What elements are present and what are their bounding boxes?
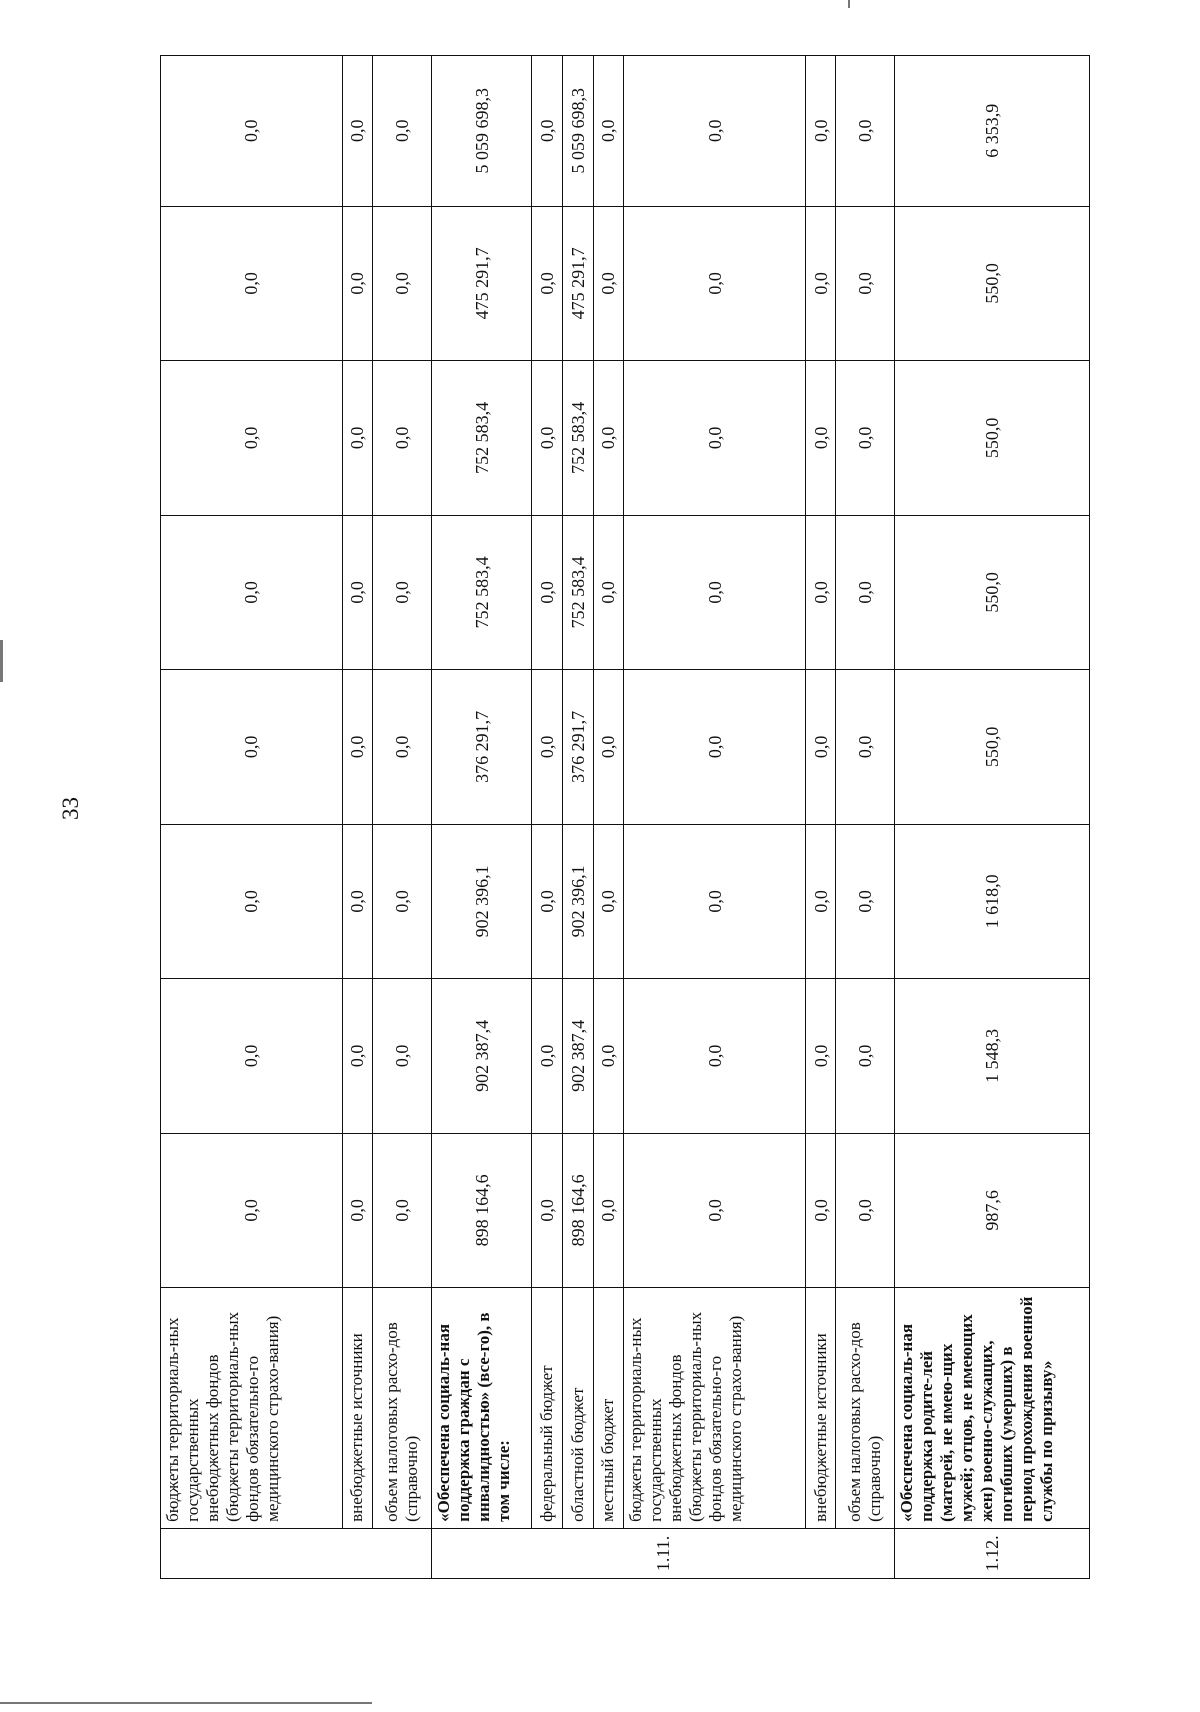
value-cell: 0,0 bbox=[342, 979, 373, 1134]
table-row bbox=[895, 56, 1090, 1579]
row-label: объем налоговых расхо-дов (справочно) bbox=[373, 1288, 432, 1529]
value-cell: 0,0 bbox=[836, 670, 895, 825]
value-cell: 376 291,7 bbox=[562, 670, 593, 825]
value-cell: 0,0 bbox=[161, 979, 343, 1134]
value-cell: 475 291,7 bbox=[562, 206, 593, 361]
value-cell: 0,0 bbox=[805, 824, 836, 979]
table-row bbox=[532, 56, 563, 1579]
row-label: бюджеты территориаль-ных государственных внебюджетных фондов (бюджеты территориаль-ных фондов обязательно-го медицинского страхо-вания) bbox=[624, 1288, 806, 1529]
value-cell: 0,0 bbox=[342, 206, 373, 361]
value-cell: 0,0 bbox=[373, 206, 432, 361]
value-cell: 0,0 bbox=[161, 56, 343, 207]
value-cell: 0,0 bbox=[532, 515, 563, 670]
row-label: внебюджетные источники bbox=[805, 1288, 836, 1529]
value-cell: 0,0 bbox=[624, 515, 806, 670]
value-cell: 898 164,6 bbox=[562, 1133, 593, 1288]
value-cell: 0,0 bbox=[805, 670, 836, 825]
value-cell: 0,0 bbox=[836, 206, 895, 361]
value-cell: 0,0 bbox=[342, 1133, 373, 1288]
value-cell: 0,0 bbox=[161, 206, 343, 361]
value-cell: 752 583,4 bbox=[562, 515, 593, 670]
table-row bbox=[562, 56, 593, 1579]
value-cell: 0,0 bbox=[593, 206, 624, 361]
value-cell: 0,0 bbox=[373, 56, 432, 207]
value-cell: 0,0 bbox=[532, 361, 563, 516]
value-cell: 0,0 bbox=[624, 206, 806, 361]
value-cell: 0,0 bbox=[342, 361, 373, 516]
value-cell: 0,0 bbox=[161, 361, 343, 516]
value-cell: 0,0 bbox=[532, 979, 563, 1134]
value-cell: 0,0 bbox=[836, 824, 895, 979]
value-cell: 0,0 bbox=[593, 979, 624, 1134]
value-cell: 0,0 bbox=[532, 1133, 563, 1288]
value-cell: 550,0 bbox=[895, 670, 1090, 825]
value-cell: 0,0 bbox=[836, 1133, 895, 1288]
value-cell: 0,0 bbox=[342, 56, 373, 207]
row-number-cell: 1.12. bbox=[895, 1528, 1090, 1578]
value-cell: 0,0 bbox=[624, 361, 806, 516]
value-cell: 0,0 bbox=[161, 670, 343, 825]
row-label: бюджеты территориаль-ных государственных внебюджетных фондов (бюджеты территориаль-ных фондов обязательно-го медицинского страхо-вания) bbox=[161, 1288, 343, 1529]
value-cell: 0,0 bbox=[373, 1133, 432, 1288]
value-cell: 0,0 bbox=[593, 670, 624, 825]
value-cell: 0,0 bbox=[805, 206, 836, 361]
page-number: 33 bbox=[58, 797, 83, 820]
value-cell: 5 059 698,3 bbox=[562, 56, 593, 207]
value-cell: 0,0 bbox=[532, 206, 563, 361]
row-label: федеральный бюджет bbox=[532, 1288, 563, 1529]
value-cell: 0,0 bbox=[624, 1133, 806, 1288]
value-cell: 0,0 bbox=[373, 670, 432, 825]
value-cell: 0,0 bbox=[593, 515, 624, 670]
row-label: «Обеспечена социаль-ная поддержка родите-лей (матерей, не имею-щих мужей; отцов, не имеющих жен) военно-служащих, погибших (умерших) в период прохождения военной службы по призыву» bbox=[895, 1288, 1090, 1529]
value-cell: 752 583,4 bbox=[432, 361, 532, 516]
table-row bbox=[836, 56, 895, 1579]
value-cell: 1 618,0 bbox=[895, 824, 1090, 979]
row-label: объем налоговых расхо-дов (справочно) bbox=[836, 1288, 895, 1529]
value-cell: 5 059 698,3 bbox=[432, 56, 532, 207]
value-cell: 0,0 bbox=[805, 1133, 836, 1288]
value-cell: 0,0 bbox=[836, 56, 895, 207]
table-row bbox=[373, 56, 432, 1579]
value-cell: 0,0 bbox=[624, 670, 806, 825]
value-cell: 0,0 bbox=[342, 670, 373, 825]
value-cell: 0,0 bbox=[593, 56, 624, 207]
table-row bbox=[342, 56, 373, 1579]
value-cell: 0,0 bbox=[161, 824, 343, 979]
value-cell: 0,0 bbox=[836, 361, 895, 516]
table-row bbox=[624, 56, 806, 1579]
value-cell: 0,0 bbox=[373, 361, 432, 516]
value-cell: 0,0 bbox=[373, 824, 432, 979]
value-cell: 0,0 bbox=[342, 515, 373, 670]
value-cell: 0,0 bbox=[161, 1133, 343, 1288]
value-cell: 0,0 bbox=[805, 56, 836, 207]
value-cell: 0,0 bbox=[532, 56, 563, 207]
table-row bbox=[432, 56, 532, 1579]
value-cell: 752 583,4 bbox=[432, 515, 532, 670]
value-cell: 0,0 bbox=[532, 824, 563, 979]
budget-table bbox=[160, 55, 1090, 1579]
table-row bbox=[593, 56, 624, 1579]
value-cell: 0,0 bbox=[836, 515, 895, 670]
value-cell: 898 164,6 bbox=[432, 1133, 532, 1288]
value-cell: 902 387,4 bbox=[432, 979, 532, 1134]
table-body bbox=[161, 56, 1090, 1579]
value-cell: 902 396,1 bbox=[562, 824, 593, 979]
value-cell: 475 291,7 bbox=[432, 206, 532, 361]
value-cell: 0,0 bbox=[161, 515, 343, 670]
value-cell: 0,0 bbox=[373, 515, 432, 670]
row-number-cell bbox=[161, 1528, 432, 1578]
rotated-table-wrapper bbox=[160, 55, 1090, 1579]
value-cell: 0,0 bbox=[624, 979, 806, 1134]
row-label: внебюджетные источники bbox=[342, 1288, 373, 1529]
row-label: областной бюджет bbox=[562, 1288, 593, 1529]
value-cell: 0,0 bbox=[373, 979, 432, 1134]
row-label: местный бюджет bbox=[593, 1288, 624, 1529]
value-cell: 0,0 bbox=[532, 670, 563, 825]
value-cell: 0,0 bbox=[836, 979, 895, 1134]
row-label: «Обеспечена социаль-ная поддержка граждан с инвалидностью» (все-го), в том числе: bbox=[432, 1288, 532, 1529]
value-cell: 0,0 bbox=[593, 824, 624, 979]
row-number-cell: 1.11. bbox=[432, 1528, 895, 1578]
value-cell: 0,0 bbox=[593, 361, 624, 516]
value-cell: 987,6 bbox=[895, 1133, 1090, 1288]
value-cell: 902 396,1 bbox=[432, 824, 532, 979]
value-cell: 0,0 bbox=[624, 56, 806, 207]
value-cell: 550,0 bbox=[895, 515, 1090, 670]
value-cell: 902 387,4 bbox=[562, 979, 593, 1134]
value-cell: 550,0 bbox=[895, 206, 1090, 361]
value-cell: 0,0 bbox=[805, 361, 836, 516]
table-row bbox=[161, 56, 343, 1579]
value-cell: 1 548,3 bbox=[895, 979, 1090, 1134]
value-cell: 0,0 bbox=[805, 979, 836, 1134]
value-cell: 376 291,7 bbox=[432, 670, 532, 825]
scan-mark-dash bbox=[0, 640, 3, 682]
scan-mark-dot bbox=[848, 0, 850, 8]
value-cell: 0,0 bbox=[805, 515, 836, 670]
value-cell: 6 353,9 bbox=[895, 56, 1090, 207]
scan-mark-line bbox=[0, 1702, 372, 1704]
value-cell: 752 583,4 bbox=[562, 361, 593, 516]
value-cell: 0,0 bbox=[593, 1133, 624, 1288]
value-cell: 550,0 bbox=[895, 361, 1090, 516]
value-cell: 0,0 bbox=[624, 824, 806, 979]
table-row bbox=[805, 56, 836, 1579]
value-cell: 0,0 bbox=[342, 824, 373, 979]
